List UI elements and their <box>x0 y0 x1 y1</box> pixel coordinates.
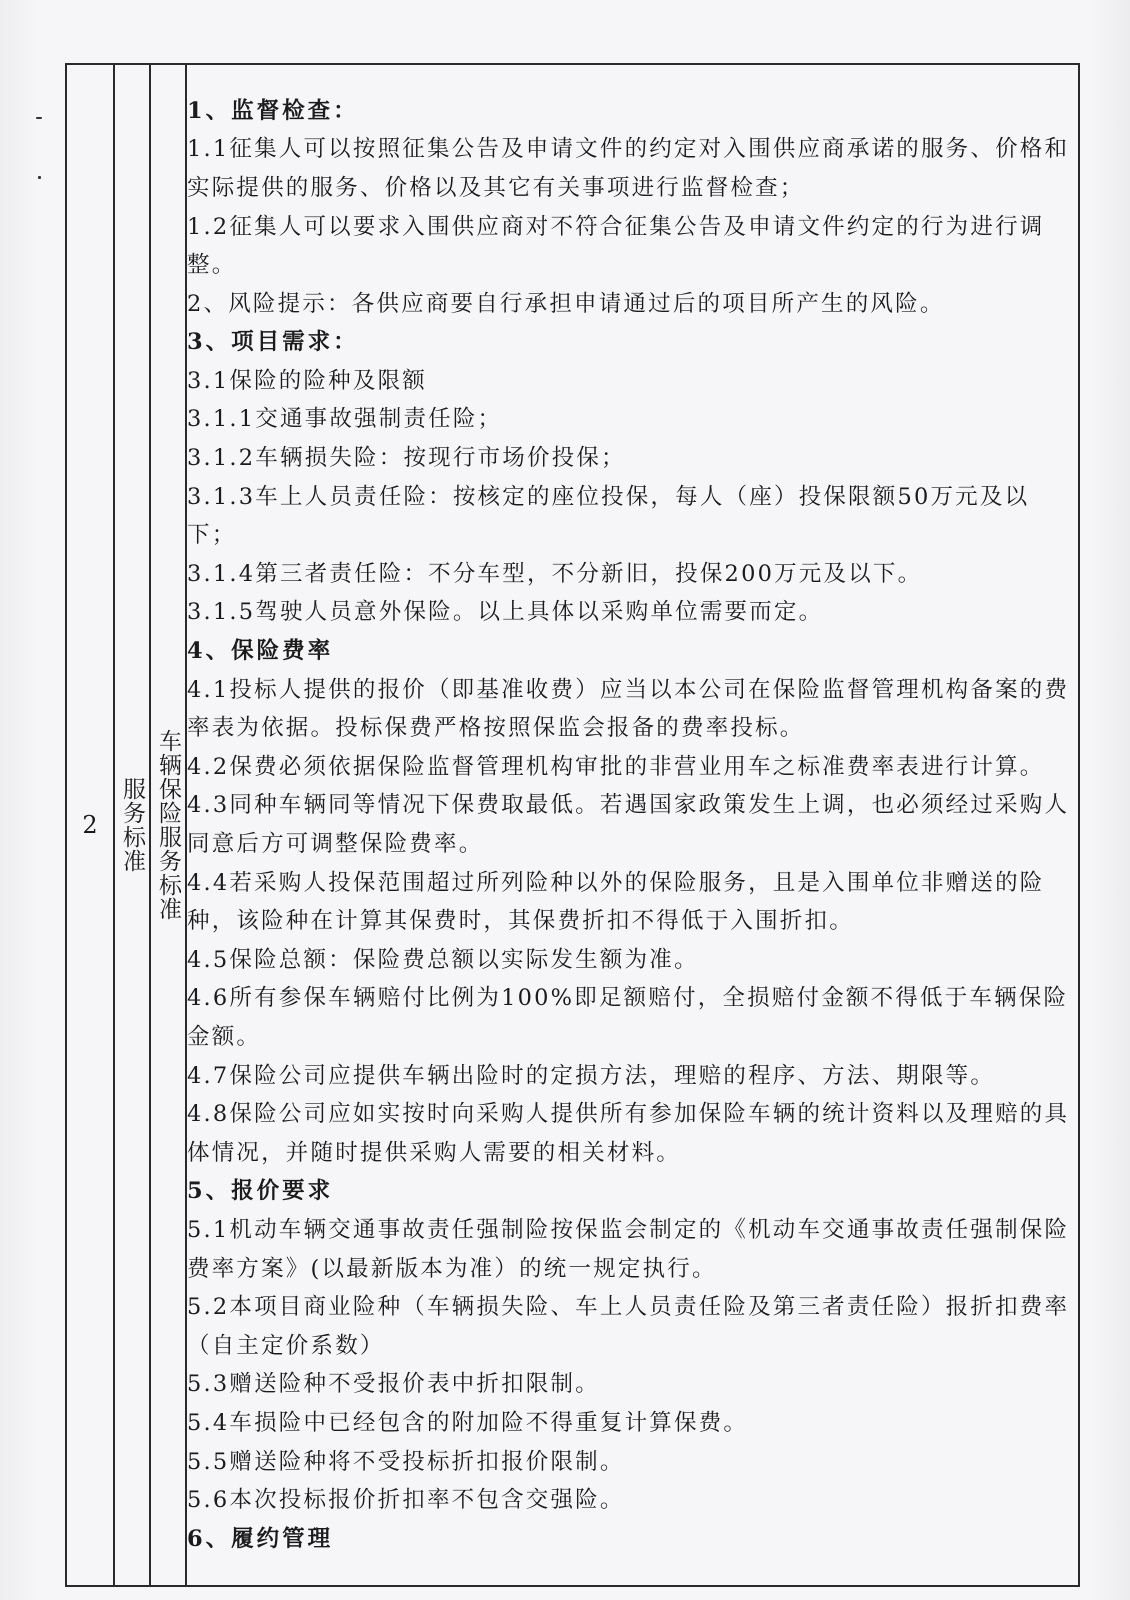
clause-text: 4.6所有参保车辆赔付比例为100%即足额赔付，全损赔付金额不得低于车辆保险金额。 <box>187 985 1069 1050</box>
clause-text: 5.5赠送险种将不受投标折扣报价限制。 <box>187 1448 625 1475</box>
subcategory-cell <box>150 64 186 1586</box>
section-heading: 3、项目需求： <box>187 329 359 356</box>
clause-text: 4.2保费必须依据保险监督管理机构审批的非营业用车之标准费率表进行计算。 <box>187 753 1045 780</box>
clause-text: 3.1.2车辆损失险：按现行市场价投保； <box>187 445 626 472</box>
clause-text: 4.8保险公司应如实按时向采购人提供所有参加保险车辆的统计资料以及理赔的具体情况，并随时提供采购人需要的相关材料。 <box>187 1101 1070 1166</box>
section-heading: 5、报价要求 <box>187 1178 334 1205</box>
clause-text: 4.5保险总额：保险费总额以实际发生额为准。 <box>187 946 699 973</box>
category-label: 服务标准 <box>119 777 145 873</box>
scan-speck <box>36 117 42 119</box>
clause-text: 5.6本次投标报价折扣率不包含交强险。 <box>187 1487 625 1514</box>
clause-text: 4.4若采购人投保范围超过所列险种以外的保险服务，且是入围单位非赠送的险种，该险种在计算其保费时，其保费折扣不得低于入围折扣。 <box>187 869 1045 935</box>
spec-table <box>65 63 1080 1587</box>
content-cell <box>186 64 1079 1586</box>
clause-text: 4.1投标人提供的报价（即基准收费）应当以本公司在保险监督管理机构备案的费率表为依据。投标保费严格按照保监会报备的费率投标。 <box>187 676 1070 742</box>
table-row <box>66 64 1079 1586</box>
clause-text: 3.1.4第三者责任险：不分车型，不分新旧，投保200万元及以下。 <box>187 560 923 587</box>
row-number-cell <box>66 64 114 1586</box>
section-heading: 1、监督检查： <box>187 97 359 124</box>
clause-text: 5.3赠送险种不受报价表中折扣限制。 <box>187 1371 600 1398</box>
clause-text: 3.1.1交通事故强制责任险； <box>187 406 503 433</box>
content-lines <box>187 92 1078 1559</box>
clause-text: 5.4车损险中已经包含的附加险不得重复计算保费。 <box>187 1409 749 1436</box>
subcategory-label: 车辆保险服务标准 <box>155 729 181 921</box>
clause-text: 3.1.5驾驶人员意外保险。以上具体以采购单位需要而定。 <box>187 599 824 626</box>
clause-text: 1.1征集人可以按照征集公告及申请文件的约定对入围供应商承诺的服务、价格和实际提供的服务、价格以及其它有关事项进行监督检查； <box>187 136 1070 201</box>
clause-text: 2、风险提示：各供应商要自行承担申请通过后的项目所产生的风险。 <box>187 290 945 317</box>
clause-text: 5.2本项目商业险种（车辆损失险、车上人员责任险及第三者责任险）报折扣费率（自主定价系数） <box>187 1294 1070 1359</box>
clause-text: 4.7保险公司应提供车辆出险时的定损方法，理赔的程序、方法、期限等。 <box>187 1062 996 1089</box>
clause-text: 1.2征集人可以要求入围供应商对不符合征集公告及申请文件约定的行为进行调整。 <box>187 213 1045 279</box>
category-cell <box>114 64 150 1586</box>
clause-text: 4.3同种车辆同等情况下保费取最低。若遇国家政策发生上调，也必须经过采购人同意后方可调整保险费率。 <box>187 792 1070 857</box>
clause-text: 5.1机动车辆交通事故责任强制险按保监会制定的《机动车交通事故责任强制保险费率方案》(以最新版本为准）的统一规定执行。 <box>187 1216 1070 1282</box>
row-number: 2 <box>82 811 98 839</box>
clause-text: 3.1.3车上人员责任险：按核定的座位投保，每人（座）投保限额50万元及以下； <box>187 483 1030 549</box>
section-heading: 4、保险费率 <box>187 638 334 665</box>
clause-text: 3.1保险的险种及限额 <box>187 367 427 394</box>
section-heading: 6、履约管理 <box>187 1525 334 1552</box>
scan-speck <box>38 176 41 179</box>
